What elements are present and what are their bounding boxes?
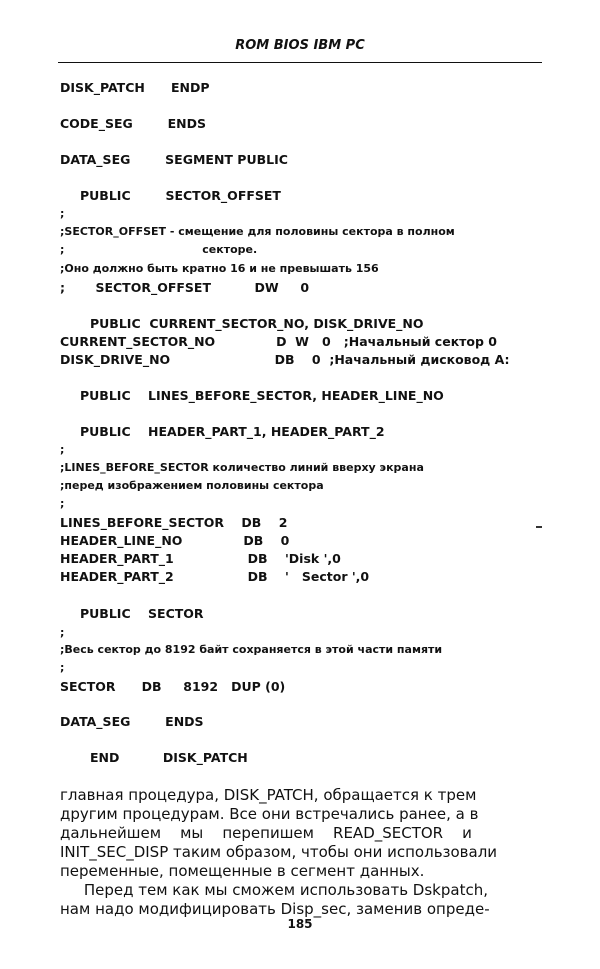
paragraph-line: другим процедурам. Все они встречались ранее, а в (60, 805, 479, 823)
code-line: HEADER_LINE_NO DB 0 (60, 533, 290, 548)
comment-line: ; (60, 443, 65, 456)
code-line: CODE_SEG ENDS (60, 116, 206, 131)
page-number: 185 (287, 917, 313, 931)
paragraph-line: Перед тем как мы сможем использовать Dskpatch, (60, 881, 488, 899)
comment-line: ; (60, 497, 65, 510)
code-line: DISK_DRIVE_NO DB 0 ;Начальный дисковод A: (60, 352, 510, 367)
running-header: ROM BIOS IBM PC (235, 38, 365, 53)
comment-line: ;перед изображением половины сектора (60, 479, 324, 492)
scan-speck (536, 526, 542, 528)
code-line: HEADER_PART_1 DB 'Disk ',0 (60, 551, 341, 566)
code-line: DATA_SEG ENDS (60, 714, 204, 729)
comment-line: ;LINES_BEFORE_SECTOR количество линий вверху экрана (60, 461, 424, 474)
paragraph-line: нам надо модифицировать Disp_sec, заменив опреде- (60, 900, 490, 918)
code-line: PUBLIC LINES_BEFORE_SECTOR, HEADER_LINE_NO (80, 388, 444, 403)
paragraph-line: переменные, помещенные в сегмент данных. (60, 862, 425, 880)
code-line: DATA_SEG SEGMENT PUBLIC (60, 152, 288, 167)
comment-line: ; (60, 207, 65, 220)
code-line: LINES_BEFORE_SECTOR DB 2 (60, 515, 288, 530)
code-line: HEADER_PART_2 DB ' Sector ',0 (60, 569, 370, 584)
comment-line: ; секторе. (60, 243, 258, 256)
paragraph-line: INIT_SEC_DISP таким образом, чтобы они использовали (60, 843, 498, 861)
paragraph-line: дальнейшем мы перепишем READ_SECTOR и (60, 824, 472, 842)
code-line: CURRENT_SECTOR_NO D W 0 ;Начальный сектор 0 (60, 334, 498, 349)
comment-line: ;SECTOR_OFFSET - смещение для половины сектора в полном (60, 225, 455, 238)
code-line: DISK_PATCH ENDP (60, 80, 210, 95)
code-line: PUBLIC SECTOR_OFFSET (80, 188, 281, 203)
code-line: PUBLIC CURRENT_SECTOR_NO, DISK_DRIVE_NO (90, 316, 424, 331)
comment-line: ;Оно должно быть кратно 16 и не превышать 156 (60, 262, 379, 275)
code-line: END DISK_PATCH (90, 750, 248, 765)
code-line: SECTOR DB 8192 DUP (0) (60, 679, 286, 694)
code-line: PUBLIC HEADER_PART_1, HEADER_PART_2 (80, 424, 385, 439)
comment-line: ; (60, 626, 65, 639)
code-line: PUBLIC SECTOR (80, 606, 204, 621)
header-rule (58, 62, 542, 63)
code-line: ; SECTOR_OFFSET DW 0 (60, 280, 310, 295)
comment-line: ; (60, 661, 65, 674)
paragraph-line: главная процедура, DISK_PATCH, обращается к трем (60, 786, 477, 804)
comment-line: ;Весь сектор до 8192 байт сохраняется в этой части памяти (60, 643, 443, 656)
